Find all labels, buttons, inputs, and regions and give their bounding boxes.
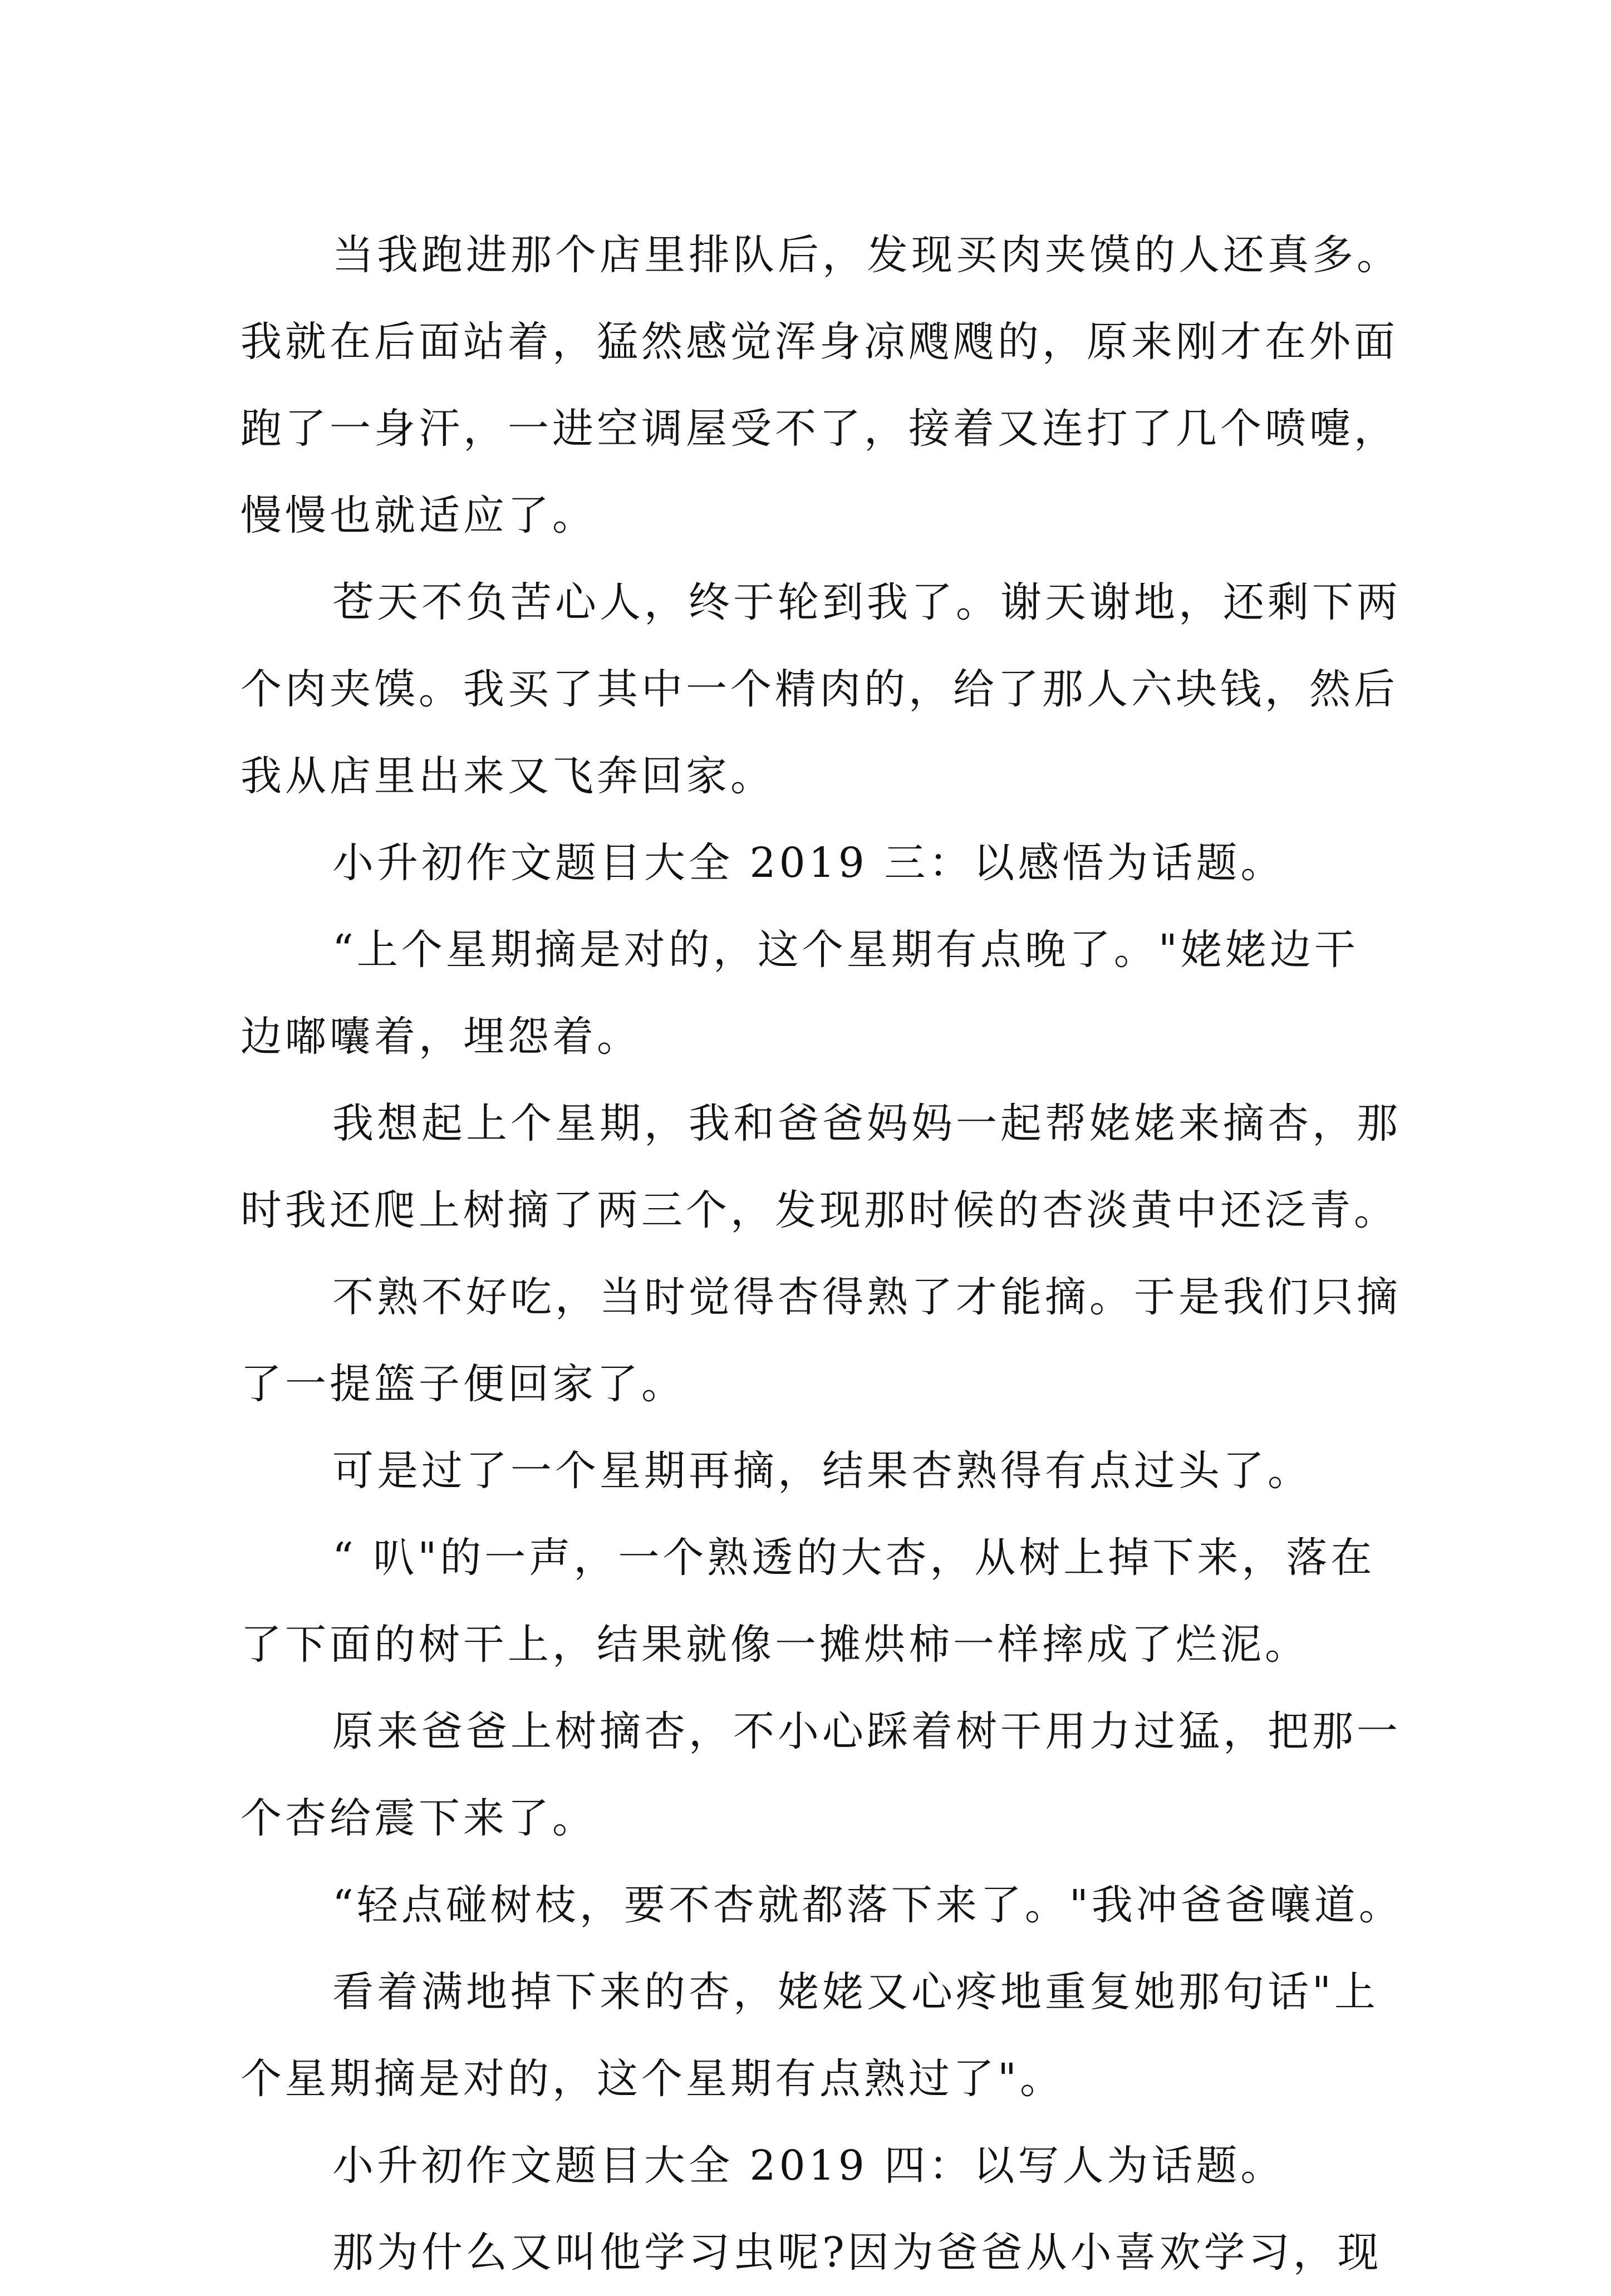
paragraph-line: “上个星期摘是对的，这个星期有点晚了。"姥姥边干 [332, 926, 1359, 974]
paragraph-line: 个星期摘是对的，这个星期有点熟过了"。 [240, 2055, 1065, 2103]
paragraph-line: 时我还爬上树摘了两三个，发现那时候的杏淡黄中还泛青。 [240, 1186, 1398, 1234]
paragraph-line: 边嘟囔着，埋怨着。 [240, 1013, 641, 1061]
paragraph-line: 看着满地掉下来的杏，姥姥又心疼地重复她那句话"上 [332, 1968, 1379, 2016]
paragraph-line: 苍天不负苦心人，终于轮到我了。谢天谢地，还剩下两 [332, 578, 1401, 626]
paragraph-line: 当我跑进那个店里排队后，发现买肉夹馍的人还真多。 [332, 231, 1401, 279]
paragraph-line: “ 叭"的一声，一个熟透的大杏，从树上掉下来，落在 [332, 1534, 1376, 1582]
paragraph-line: 个肉夹馍。我买了其中一个精肉的，给了那人六块钱，然后 [240, 665, 1398, 713]
paragraph-line: 了一提篮子便回家了。 [240, 1360, 686, 1408]
section-heading: 小升初作文题目大全 2019 四：以写人为话题。 [332, 2142, 1285, 2190]
paragraph-line: 个杏给震下来了。 [240, 1794, 597, 1842]
paragraph-line: “轻点碰树枝，要不杏就都落下来了。"我冲爸爸嚷道。 [332, 1881, 1403, 1929]
paragraph-line: 不熟不好吃，当时觉得杏得熟了才能摘。于是我们只摘 [332, 1273, 1401, 1321]
paragraph-line: 了下面的树干上，结果就像一摊烘柿一样摔成了烂泥。 [240, 1621, 1309, 1669]
paragraph-line: 原来爸爸上树摘杏，不小心踩着树干用力过猛，把那一 [332, 1708, 1401, 1755]
paragraph-line: 我想起上个星期，我和爸爸妈妈一起帮姥姥来摘杏，那 [332, 1100, 1401, 1147]
paragraph-line: 慢慢也就适应了。 [240, 492, 597, 539]
paragraph-line: 我从店里出来又飞奔回家。 [240, 752, 775, 800]
paragraph-line: 跑了一身汗，一进空调屋受不了，接着又连打了几个喷嚏， [240, 405, 1398, 453]
paragraph-line: 可是过了一个星期再摘，结果杏熟得有点过头了。 [332, 1447, 1312, 1495]
paragraph-line: 我就在后面站着，猛然感觉浑身凉飕飕的，原来刚才在外面 [240, 318, 1398, 366]
section-heading: 小升初作文题目大全 2019 三：以感悟为话题。 [332, 839, 1285, 887]
paragraph-line: 那为什么又叫他学习虫呢?因为爸爸从小喜欢学习，现 [332, 2229, 1382, 2277]
